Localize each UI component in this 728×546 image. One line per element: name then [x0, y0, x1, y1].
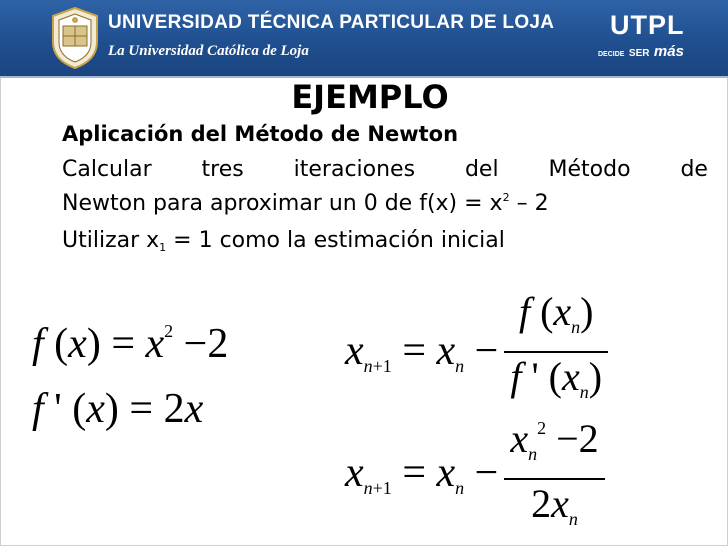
instructions-paragraph [62, 156, 708, 218]
equation-newton-specific [345, 404, 605, 543]
word: iteraciones [293, 157, 416, 182]
newton-specific-fraction [504, 404, 604, 543]
fraction-numerator: $x_n^2 -2$ [510, 416, 599, 464]
initial-estimate-line [62, 228, 505, 254]
initial-subscript: 1 [159, 241, 167, 254]
newton-general-lhs: $x_{n+1} = x_n$ − [345, 328, 499, 376]
newton-general-fraction [504, 288, 608, 416]
tagline-decide: DECIDE [598, 51, 625, 58]
fraction-denominator: f ' $(x_n)$ [510, 354, 603, 402]
line2-tail: – 2 [509, 191, 549, 216]
slide-title: EJEMPLO [291, 78, 449, 116]
equation-newton-general [345, 288, 608, 416]
newton-specific-lhs: $x_{n+1} = x_n$ − [345, 449, 499, 498]
initial-tail: = 1 como la estimación inicial [166, 228, 505, 253]
tagline [598, 43, 684, 61]
word: Método [548, 157, 631, 182]
line2-exponent: 2 [502, 191, 510, 204]
utpl-logo: UTPL [610, 10, 685, 40]
equation-function: f $(x) = x^2 -2$ [32, 321, 229, 367]
university-name: UNIVERSIDAD TÉCNICA PARTICULAR DE LOJA [108, 12, 555, 33]
fraction-numerator: f $(x_n)$ [518, 289, 594, 337]
equation-derivative: f ' (x) = 2x [32, 386, 204, 432]
fraction-denominator: $2x_n$ [531, 481, 578, 529]
word: del [464, 157, 499, 182]
university-subtitle: La Universidad Católica de Loja [108, 43, 309, 59]
word: tres [201, 157, 244, 182]
slide-subtitle: Aplicación del Método de Newton [62, 122, 459, 146]
initial-text: Utilizar x [62, 228, 160, 253]
tagline-mas: más [653, 43, 684, 60]
instructions-line-2 [62, 184, 708, 218]
header-banner [0, 0, 728, 78]
line2-text: Newton para aproximar un 0 de f(x) = x [62, 191, 503, 216]
university-seal-icon [49, 6, 101, 70]
word: de [680, 157, 708, 182]
word: Calcular [62, 157, 152, 182]
tagline-ser: SER [628, 48, 650, 59]
instructions-line-1 [62, 156, 708, 184]
